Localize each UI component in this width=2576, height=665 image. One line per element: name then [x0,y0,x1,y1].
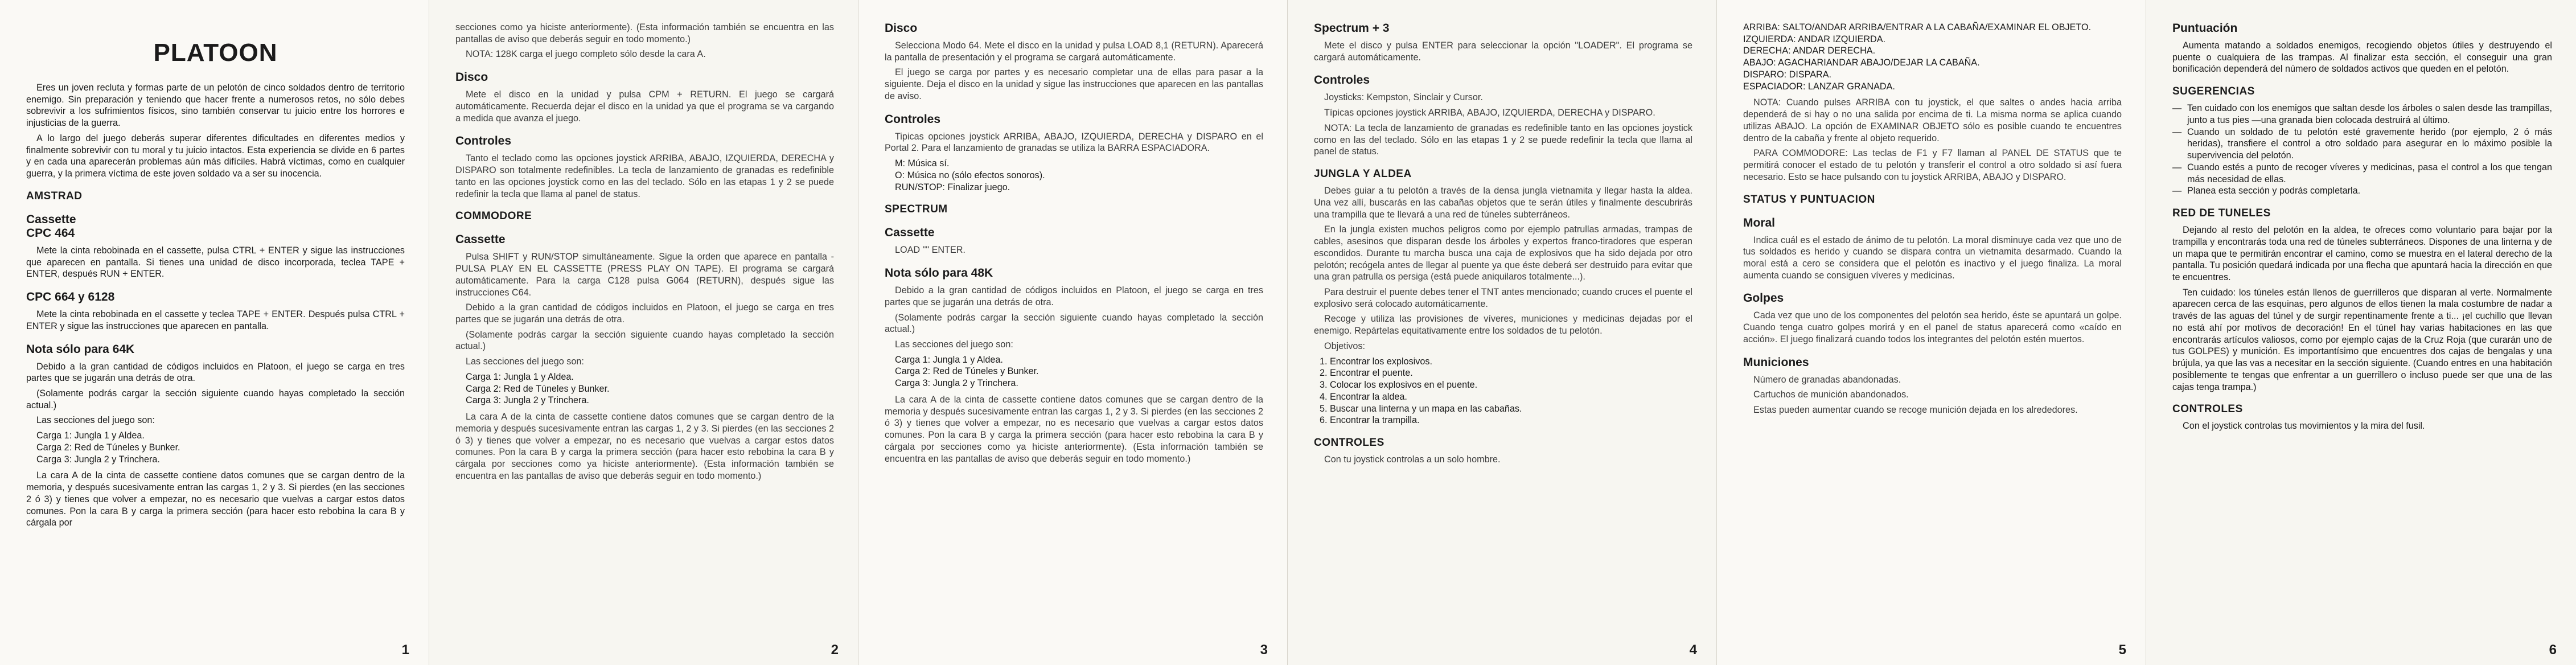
load-item: Carga 3: Jungla 2 y Trinchera. [895,378,1018,389]
controles-text: Tipicas opciones joystick ARRIBA, ABAJO, IZQUIERDA, DERECHA y DISPARO en el Portal 2. Para el lanzamiento de granadas se utiliza la BARRA ESPACIADORA. [885,131,1263,154]
moral-text: Indica cuál es el estado de ánimo de tu pelotón. La moral disminuye cada vez que uno de tus soldados es herido y cuando se dispara contra un vietnamita desarmado. Cuando la moral está a cero se considera que el pelotón es inactivo y el juego finaliza. La moral aumenta cuando se consiguen víveres y medicinas. [1743,235,2122,281]
objetivo-item: 5. Buscar una linterna y un mapa en las cabañas. [1330,403,1692,415]
continued-text: secciones como ya hiciste anteriormente). (Esta información también se encuentra en las pantallas de aviso que deberás seguir en todo momento.) [455,22,834,44]
controles-heading: Controles [455,134,512,148]
action-item: DISPARO: DISPARA. [1743,69,1832,80]
page-number: 6 [2549,642,2557,658]
body-paragraph: La cara A de la cinta de cassette contiene datos comunes que se cargan dentro de la memoria y después sucesivamente entran las cargas 1, 2 y 3. Si pierdes (en las secciones 2 ó 3) y tienes que volver a empezar, no es necesario que vuelvas a cargar estos datos comunes. Pon la cara B y carga la primera sección (para hacer esto rebobina la cara B y cárgala por secciones como ya hiciste anteriormente). (Esta información también se encuentra en las pantallas de aviso que deberás seguir en todo momento.) [455,412,834,481]
intro-paragraph: A lo largo del juego deberás superar diferentes dificultades en diferentes medios y finalmente sobrevivir con tu moral y tu juicio intactos. Esta experiencia se divide en 6 partes y en cada una aparecerán problemas aún más difíciles. Habrá víctimas, como en cualquier guerra, y la primera víctima de este joven soldado va a ser su inocencia. [26,133,405,179]
intro-paragraph: Eres un joven recluta y formas parte de un pelotón de cinco soldados dentro de territorio enemigo. Sin preparación y teniendo que hacer frente a numerosos retos, no sólo debes sobrevivir a los sufrimientos físicos, sino también conservar tu juicio entre los horrores e injusticias de la guerra. [26,83,405,129]
status-heading: STATUS Y PUNTUACION [1743,193,1875,206]
golpes-text: Cada vez que uno de los componentes del pelotón sea herido, éste se apuntará un golpe. Cuando tenga cuatro golpes morirá y en el panel de status aparecerá como «caído en acción». El juego finalizará cuando todos los integrantes del pelotón estén muertos. [1743,310,2122,344]
commodore-note: PARA COMMODORE: Las teclas de F1 y F7 llaman al PANEL DE STATUS que te permitirá conocer el estado de tu pelotón y transferir el control a otro soldado si así fuera necesario. Esto se hace pulsando con tu joystick ARRIBA, ABAJO y DISPARO. [1743,148,2122,182]
disco-paragraph: Selecciona Modo 64. Mete el disco en la unidad y pulsa LOAD 8,1 (RETURN). Aparecerá la pantalla de presentación y el programa se cargará automáticamente. [885,40,1263,63]
objetivo-item: 4. Encontrar la aldea. [1330,391,1692,403]
action-item: IZQUIERDA: ANDAR IZQUIERDA. [1743,34,1886,44]
body-paragraph: Debido a la gran cantidad de códigos incluidos en Platoon, el juego se carga en tres partes que se jugarán una detrás de otra. [885,285,1263,307]
controles-text: Con tu joystick controlas a un solo hombre. [1324,454,1501,465]
page-5 [1717,0,2146,665]
body-paragraph: (Solamente podrás cargar la sección siguiente cuando hayas completado la sección actual.) [455,329,834,352]
load-item: Carga 2: Red de Túneles y Bunker. [895,366,1039,377]
key-item: M: Música sí. [895,158,950,169]
load-item: Carga 2: Red de Túneles y Bunker. [466,383,610,394]
cpc664-heading: CPC 664 y 6128 [26,290,115,304]
cassette-heading: Cassette [26,212,76,226]
page-2 [429,0,858,665]
jungla-paragraph: Debes guiar a tu pelotón a través de la densa jungla vietnamita y llegar hasta la aldea. Una vez allí, buscarás en las cabañas objetos que te serán útiles y finalmente descubrirás una trampilla que te llevará a una red de túneles subterráneos. [1314,186,1692,220]
sections-label: Las secciones del juego son: [36,415,155,426]
page-1 [0,0,429,665]
key-item: O: Música no (sólo efectos sonoros). [895,170,1045,180]
page-6 [2146,0,2576,665]
cassette-heading: Cassette [455,233,506,247]
golpes-heading: Golpes [1743,292,1784,305]
sugerencias-heading: SUGERENCIAS [2172,85,2255,98]
action-item: ESPACIADOR: LANZAR GRANADA. [1743,81,1895,92]
red-tuneles-heading: RED DE TUNELES [2172,207,2271,220]
spectrum3-heading: Spectrum + 3 [1314,22,1390,35]
load-item: Carga 2: Red de Túneles y Bunker. [36,442,180,453]
cpc464-heading: CPC 464 [26,226,75,240]
objetivo-item: 6. Encontrar la trampilla. [1330,414,1692,426]
jungla-paragraph: En la jungla existen muchos peligros como por ejemplo patrullas armadas, trampas de cables, asesinos que disparan desde los árboles y expertos franco-tiradores que esperan escondidos. Durante tu marcha busca una caja de explosivos que ha sido dejada por otro pelotón; recógela antes de llegar al puente ya que éste deberá ser destruido para evitar que una gran patrulla os persiga (está puede aniquilaros totalmente...). [1314,224,1692,282]
sugerencia-item: — Ten cuidado con los enemigos que saltan desde los árboles o salen desde las trampillas, junto a tus pies —una granada bien colocada destruirá al último. [2172,102,2552,126]
puntuacion-text: Aumenta matando a soldados enemigos, recogiendo objetos útiles y destruyendo el puente o cualquiera de las trampas. Al finalizar esta sección, el conseguir una gran bonificación dependerá del número de soldados activos que queden en el pelotón. [2172,40,2552,75]
municiones-item: Cartuchos de munición abandonados. [1753,389,1909,400]
spectrum-heading: SPECTRUM [885,203,948,216]
controles-text: Con el joystick controlas tus movimientos y la mira del fusil. [2183,421,2425,432]
cassette-text: Pulsa SHIFT y RUN/STOP simultáneamente. Sigue la orden que aparece en pantalla - PULSA PLAY EN EL CASSETTE (PRESS PLAY ON TAPE). El programa se cargará automáticamente. Para la carga C128 pulsa G064 (RETURN), después sigue las instrucciones C64. [455,252,834,298]
body-paragraph: La cara A de la cinta de cassette contiene datos comunes que se cargan dentro de la memoria y después sucesivamente entran las cargas 1, 2 y 3. Si pierdes (en las secciones 2 ó 3) y tienes que volver a empezar, no es necesario que vuelvas a cargar estos datos comunes. Pon la cara B y carga la primera sección (para hacer esto rebobina la cara B y cárgala por secciones como ya hiciste anteriormente). (Esta información también se encuentra en las pantallas de aviso que deberás seguir en todo momento.) [885,394,1263,464]
load-item: Carga 1: Jungla 1 y Aldea. [466,371,574,382]
controles-heading: Controles [885,112,941,126]
jungla-paragraph: Para destruir el puente debes tener el TNT antes mencionado; cuando cruces el puente el explosivo será colocado automáticamente. [1314,287,1692,309]
jungla-paragraph: Recoge y utiliza las provisiones de víveres, municiones y medicinas dejadas por el enemigo. Repártelas equitativamente entre los soldados de tu pelotón. [1314,314,1692,336]
nota64-paragraph: Debido a la gran cantidad de códigos incluidos en Platoon, el juego se carga en tres partes que se jugarán una detrás de otra. [26,361,405,384]
commodore-heading: COMMODORE [455,210,532,223]
page-number: 5 [2118,642,2126,658]
cpc464-text: Mete la cinta rebobinada en el cassette, pulsa CTRL + ENTER y sigue las instrucciones que aparecen en pantalla. Si tienes una unidad de disco incorporada, teclea TAPE + ENTER, después RUN + ENTER. [26,245,405,280]
municiones-item: Número de granadas abandonadas. [1753,374,1901,385]
note-128k: NOTA: 128K carga el juego completo sólo desde la cara A. [466,49,706,60]
load-item: Carga 1: Jungla 1 y Aldea. [895,354,1003,365]
sugerencia-item: — Planea esta sección y podrás completarla. [2172,185,2552,197]
controles-heading: Controles [1314,73,1370,87]
nota64-paragraph: (Solamente podrás cargar la sección siguiente cuando hayas completado la sección actual.) [26,388,405,411]
jungla-heading: JUNGLA Y ALDEA [1314,168,1412,180]
page-number: 2 [831,642,839,658]
disco-text: Mete el disco en la unidad y pulsa CPM + RETURN. El juego se cargará automáticamente. Recuerda dejar el disco en la unidad ya que el programa se va cargando a medida que avanza el juego. [455,89,834,124]
action-item: DERECHA: ANDAR DERECHA. [1743,46,1876,56]
page-number: 1 [401,642,409,658]
page-number: 4 [1689,642,1697,658]
objetivos-label: Objetivos: [1324,340,1365,351]
objetivo-item: 3. Colocar los explosivos en el puente. [1330,379,1692,391]
red-paragraph: Dejando al resto del pelotón en la aldea, te ofreces como voluntario para bajar por la trampilla y encontrarás toda una red de túneles subterráneos. Dispones de una linterna y de un mapa que te permitirán encontrar el camino, como se muestra en el lateral derecho de la pantalla. Tu posición quedará indicada por una flecha que apuntará hacia la dirección en que te encuentres. [2172,225,2552,283]
action-item: ABAJO: AGACHARIANDAR ABAJO/DEJAR LA CABAÑA. [1743,58,1980,68]
controles-paragraph: Joysticks: Kempston, Sinclair y Cursor. [1324,92,1483,103]
municiones-text: Estas pueden aumentar cuando se recoge munición dejada en los alrededores. [1753,405,2078,416]
sections-label: Las secciones del juego son: [895,339,1013,350]
disco-heading: Disco [455,71,488,84]
moral-heading: Moral [1743,216,1776,229]
objetivo-item: 2. Encontrar el puente. [1330,367,1692,379]
page-4 [1288,0,1717,665]
page-number: 3 [1260,642,1268,658]
controles-text: Tanto el teclado como las opciones joystick ARRIBA, ABAJO, IZQUIERDA, DERECHA y DISPARO son totalmente redefinibles. La tecla de lanzamiento de granadas es redefinible tanto en las opciones joystick como en las del teclado. Sólo en las etapas 1 y 2 se puede redefinir la tecla que llama al panel de status. [455,153,834,199]
controles-heading: CONTROLES [2172,403,2243,416]
load-item: Carga 3: Jungla 2 y Trinchera. [36,454,160,465]
nota64-paragraph: La cara A de la cinta de cassette contiene datos comunes que se cargan dentro de la memoria, y después sucesivamente entran las cargas 1, 2 y 3. Si pierdes (en las secciones 2 ó 3) y tienes que volver a empezar, no es necesario que vuelvas a cargar estos datos comunes. Pon la cara B y carga la primera sección (para hacer esto rebobina la cara B y cárgala por [26,470,405,528]
sugerencia-item: — Cuando un soldado de tu pelotón esté gravemente herido (por ejemplo, 2 ó más heridas), transfiere el control a otro soldado para asegurar en lo máximo posible la supervivencia del pelotón. [2172,126,2552,162]
sugerencia-item: — Cuando estés a punto de recoger víveres y medicinas, pasa el control a los que tengan más necesidad de ellas. [2172,162,2552,185]
red-paragraph: Ten cuidado: los túneles están llenos de guerrilleros que disparan al verte. Normalmente aparecen cerca de las esquinas, pero algunos de ellos tienen la mala costumbre de nadar a través de las aguas del túnel y de surgir repentinamente frente a ti... ¡el cuchillo que llevan no está ahí por motivos de decoración! En el túnel hay varias habitaciones en las que encontrarás artículos valiosos, como por ejemplo cajas de la Cruz Roja (que curarán uno de tus GOLPES) y munición. Es importantísimo que encuentres dos cajas de bengalas y una brújula, ya que las vas a necesitar en la sección siguiente. (Cuando entres en una habitación posiblemente te tengas que enfrentar a un guerrillero o incluso puede ser que una de las cajas tenga trampa.) [2172,287,2552,392]
sections-label: Las secciones del juego son: [466,356,584,367]
cassette-heading: Cassette [885,226,935,240]
load-item: Carga 1: Jungla 1 y Aldea. [36,430,145,441]
puntuacion-heading: Puntuación [2172,22,2238,35]
action-item: ARRIBA: SALTO/ANDAR ARRIBA/ENTRAR A LA CABAÑA/EXAMINAR EL OBJETO. [1743,22,2092,32]
amstrad-heading: AMSTRAD [26,190,83,202]
spectrum3-text: Mete el disco y pulsa ENTER para seleccionar la opción "LOADER". El programa se cargará automáticamente. [1314,40,1692,63]
nota64-heading: Nota sólo para 64K [26,342,135,356]
municiones-heading: Municiones [1743,355,1809,369]
page-3 [858,0,1288,665]
cassette-text: LOAD "" ENTER. [895,245,966,256]
key-item: RUN/STOP: Finalizar juego. [895,182,1010,192]
controles-paragraph: Típicas opciones joystick ARRIBA, ABAJO, IZQUIERDA, DERECHA y DISPARO. [1324,108,1655,118]
controles-heading: CONTROLES [1314,437,1384,449]
page-title: PLATOON [153,39,278,67]
body-paragraph: Debido a la gran cantidad de códigos incluidos en Platoon, el juego se carga en tres partes que se jugarán una detrás de otra. [455,302,834,325]
disco-paragraph: El juego se carga por partes y es necesario completar una de ellas para pasar a la siguiente. Deja el disco en la unidad y sigue las instrucciones que aparecen en las pantallas de aviso. [885,67,1263,101]
nota48-heading: Nota sólo para 48K [885,266,993,280]
load-item: Carga 3: Jungla 2 y Trinchera. [466,395,589,406]
disco-heading: Disco [885,22,918,35]
cpc664-text: Mete la cinta rebobinada en el cassette y teclea TAPE + ENTER. Después pulsa CTRL + ENTER y sigue las instrucciones que aparecen en pantalla. [26,309,405,331]
controles-paragraph: NOTA: La tecla de lanzamiento de granadas es redefinible tanto en las opciones joystick como en las del teclado. Sólo en las etapas 1 y 2 se puede redefinir la tecla que llama al panel de status. [1314,122,1692,157]
nota-text: NOTA: Cuando pulses ARRIBA con tu joystick, el que saltes o andes hacia arriba dependerá de si hay o no una salida por encima de ti. La misma norma se aplica cuando utilizas ABAJO. La opción de EXAMINAR OBJETO sólo es posible cuando te encuentres dentro de la cabaña y frente al objeto requerido. [1743,97,2122,143]
objetivo-item: 1. Encontrar los explosivos. [1330,356,1692,368]
body-paragraph: (Solamente podrás cargar la sección siguiente cuando hayas completado la sección actual.) [885,312,1263,335]
